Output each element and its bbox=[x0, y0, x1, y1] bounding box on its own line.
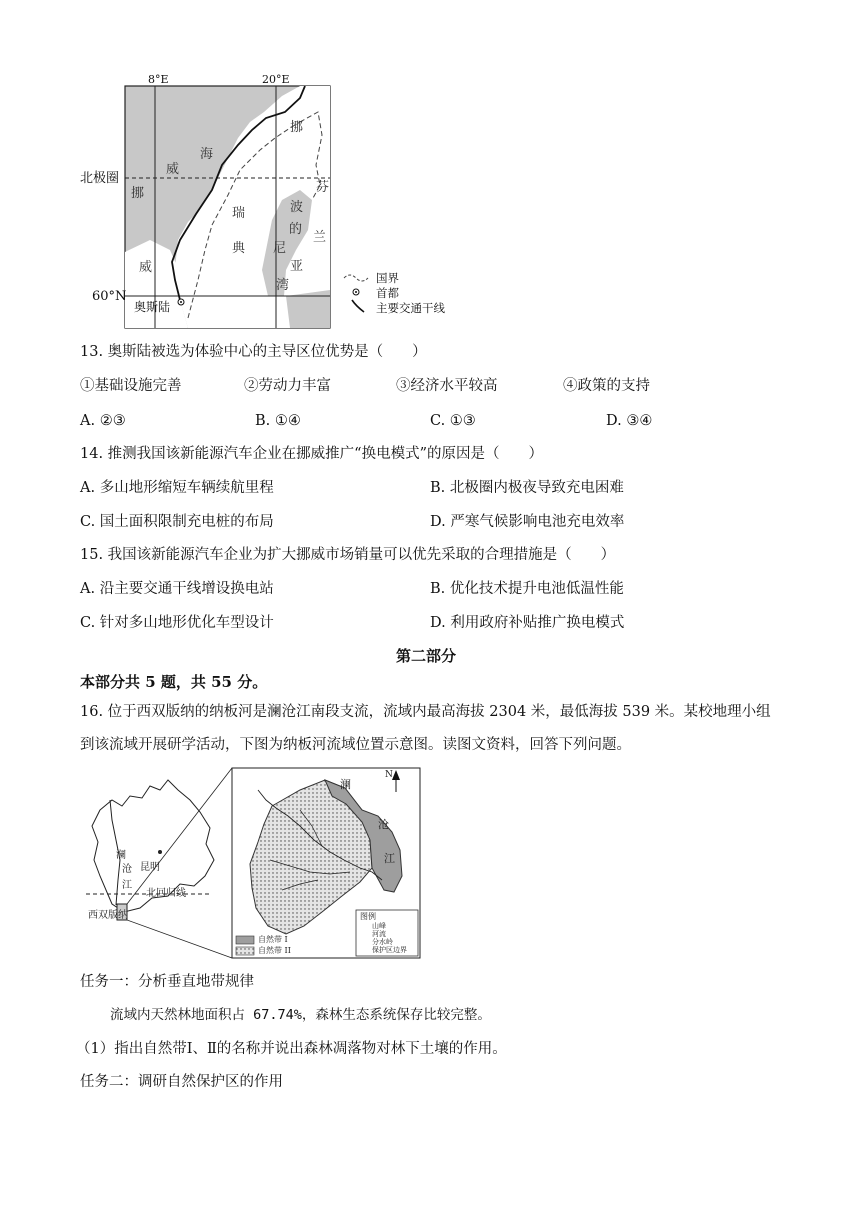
task2-title: 任务二：调研自然保护区的作用 bbox=[80, 1074, 283, 1090]
zone1-label: 自然带 I bbox=[258, 935, 288, 944]
capital-name-label: 奥斯陆 bbox=[134, 300, 171, 314]
part2-subtitle: 本部分共 5 题，共 55 分。 bbox=[80, 673, 268, 691]
legend-road-label: 主要交通干线 bbox=[376, 301, 445, 315]
legend-river: 河流 bbox=[372, 930, 386, 938]
finland-label-2: 兰 bbox=[313, 230, 327, 245]
norway-label-3: 威 bbox=[139, 260, 153, 275]
sweden-label-2: 典 bbox=[232, 241, 246, 256]
q13-option-d[interactable]: D. ③④ bbox=[606, 413, 653, 429]
arctic-circle-label: 北极圈 bbox=[80, 171, 120, 186]
yunnan-lancang-3: 江 bbox=[122, 880, 132, 891]
q16-intro-line-1: 16. 位于西双版纳的纳板河是澜沧江南段支流，流域内最高海拔 2304 米，最低海拔 539 米。某校地理小组 bbox=[80, 704, 771, 720]
q13-item-1: ①基础设施完善 bbox=[80, 378, 182, 394]
q13-item-4: ④政策的支持 bbox=[563, 378, 650, 394]
q13-option-a[interactable]: A. ②③ bbox=[80, 413, 126, 429]
part2-title: 第二部分 bbox=[396, 647, 457, 665]
bothnia-label-5: 湾 bbox=[276, 278, 290, 293]
legend-title: 图例 bbox=[360, 912, 376, 921]
zone2-swatch-icon bbox=[236, 947, 254, 955]
sea-label: 海 bbox=[200, 147, 214, 162]
legend-reserve-border: 保护区边界 bbox=[372, 946, 407, 954]
lon-20-label: 20°E bbox=[262, 73, 290, 86]
tropic-label: 北回归线 bbox=[146, 888, 186, 899]
zone2-label: 自然带 II bbox=[258, 946, 291, 955]
norway-label-2: 威 bbox=[166, 162, 180, 177]
q14-option-c[interactable]: C. 国土面积限制充电桩的布局 bbox=[80, 514, 274, 530]
lon-8-label: 8°E bbox=[148, 73, 169, 86]
q13-option-b[interactable]: B. ①④ bbox=[255, 413, 301, 429]
zone1-swatch-icon bbox=[236, 936, 254, 944]
bothnia-label-4: 亚 bbox=[290, 259, 304, 274]
norway-label-1: 挪 bbox=[131, 186, 145, 201]
q13-item-3: ③经济水平较高 bbox=[396, 378, 498, 394]
q13-option-c[interactable]: C. ①③ bbox=[430, 413, 476, 429]
material-text: 流域内天然林地面积占 67.74%，森林生态系统保存比较完整。 bbox=[110, 1007, 491, 1023]
map1-legend-symbols bbox=[342, 268, 372, 318]
q14-option-d[interactable]: D. 严寒气候影响电池充电效率 bbox=[430, 514, 625, 530]
legend-border-label: 国界 bbox=[376, 271, 399, 285]
task1-title: 任务一：分析垂直地带规律 bbox=[80, 974, 254, 990]
legend-capital-label: 首都 bbox=[376, 286, 399, 300]
inset-river-3: 江 bbox=[384, 852, 395, 865]
q14-stem: 14. 推测我国该新能源汽车企业在挪威推广“换电模式”的原因是（ ） bbox=[80, 446, 543, 462]
q15-option-b[interactable]: B. 优化技术提升电池低温性能 bbox=[430, 581, 624, 597]
xsbn-label: 西双版纳 bbox=[88, 910, 128, 921]
q15-option-d[interactable]: D. 利用政府补贴推广换电模式 bbox=[430, 615, 625, 631]
q13-item-2: ②劳动力丰富 bbox=[244, 378, 331, 394]
bothnia-label-3: 尼 bbox=[273, 241, 287, 256]
q15-option-c[interactable]: C. 针对多山地形优化车型设计 bbox=[80, 615, 274, 631]
lat-60-label: 60°N bbox=[92, 289, 127, 304]
q16-intro-line-2: 到该流域开展研学活动，下图为纳板河流域位置示意图。读图文资料，回答下列问题。 bbox=[80, 737, 631, 753]
road-legend-icon bbox=[352, 300, 364, 312]
yunnan-lancang-1: 澜 bbox=[116, 850, 126, 861]
sweden-label-1: 瑞 bbox=[232, 206, 246, 221]
bothnia-label-2: 的 bbox=[289, 222, 303, 237]
inset-river-1: 澜 bbox=[340, 778, 351, 791]
north-arrow-label: N bbox=[385, 770, 393, 780]
sub-question-1: （1）指出自然带Ⅰ、Ⅱ的名称并说出森林凋落物对林下土壤的作用。 bbox=[76, 1041, 507, 1057]
inset-river-2: 沧 bbox=[378, 818, 389, 831]
legend-peak: 山峰 bbox=[372, 922, 386, 930]
q15-option-a[interactable]: A. 沿主要交通干线增设换电站 bbox=[80, 581, 274, 597]
bothnia-label-1: 波 bbox=[290, 200, 304, 215]
kunming-label: 昆明 bbox=[140, 862, 160, 873]
legend-watershed: 分水岭 bbox=[372, 938, 393, 946]
scandinavia-map bbox=[78, 66, 478, 336]
norway-top-label: 挪 bbox=[290, 120, 304, 135]
q14-option-a[interactable]: A. 多山地形缩短车辆续航里程 bbox=[80, 480, 274, 496]
border-legend-icon bbox=[344, 275, 368, 281]
q13-stem: 13. 奥斯陆被选为体验中心的主导区位优势是（ ） bbox=[80, 344, 427, 360]
q15-stem: 15. 我国该新能源汽车企业为扩大挪威市场销量可以优先采取的合理措施是（ ） bbox=[80, 547, 616, 563]
finland-label-1: 芬 bbox=[316, 180, 330, 195]
yunnan-lancang-2: 沧 bbox=[122, 864, 132, 875]
q14-option-b[interactable]: B. 北极圈内极夜导致充电困难 bbox=[430, 480, 624, 496]
